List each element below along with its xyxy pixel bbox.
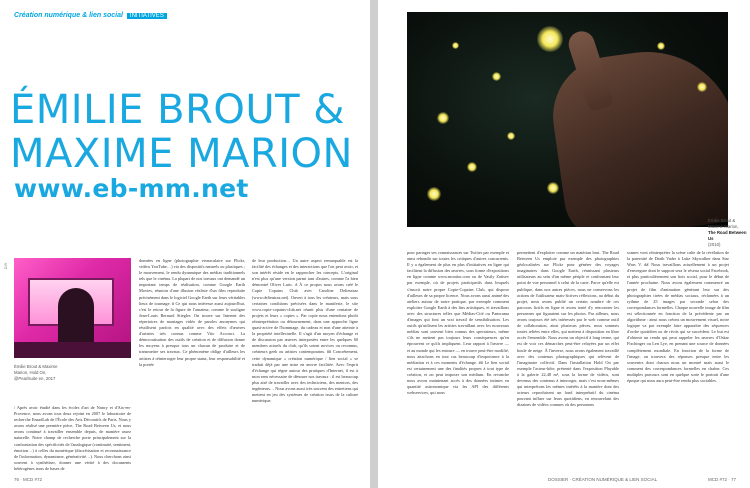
caption-artists: Émilie Brout & Maxime Marion, [708, 218, 739, 229]
photo-light [507, 132, 515, 140]
rubric-tag: INITIATIVES [127, 13, 167, 19]
column-4-text: pour partager ses connaissances sur Twitter par exemple et ainsi rebondir sur toutes les critiques d'autres concurrents. Il y a également de plus en plus d'initiatives en ligne qui facilitent la diffusion des œuvres, sous forme d'expositions en ligne comme www.monitor.com ou de Vasily Zaitsev par exemple, où de projets participatifs dans lesquels s'inscrit notre propre Copie-Copains Club, qui dispose d'ailleurs de sa propre licence. Nous avons aussi animé des ateliers autour de notre pratique, par exemple comment exploiter Google Earth à des fins artistiques, et travaillons avec des structures telles que Médias-Cité ou Panorama d'images qui font un vrai travail de sensibilisation. Les outils qu'utilisent les artistes travaillant avec les nouveaux médias sont souvent bien connus des spectateurs, même s'ils ne mettent pas toujours leurs conséquences qu'en éprouvent ce qu'ils impliquent. Leur rapport à l'œuvre — et au monde qui les entoure — en trouve peut-être modifié, nous attachons en tout cas beaucoup d'importance à la médiation et à ces moments d'échange. ## Le lien social est certainement une des finalités propres à tout type de création, et on peut imposer son médium. En revanche nous avons maintenant accès à des données intimes en quantité astronomique via les API des différents webservices, qui nous [407, 250, 509, 396]
column-5 [517, 250, 619, 472]
page-folio-right: MCD #72 · 77 [707, 477, 736, 482]
right-page [378, 0, 750, 488]
photo-light [452, 42, 459, 49]
page-folio-left: 76 · MCD #72 [14, 477, 43, 482]
photo-light [657, 42, 665, 50]
column-5-text: permettent d'exploiter comme un matériau brut. The Road Between Us emploie par exemple des photographies géolocalisées sur Flickr pour générer des voyages imaginaires dans Google Earth, réunissant plusieurs utilisateurs au sein d'un même périple et confrontant leur point de vue personnel à celui de la carte. Parce qu'elle est publique, dans nos autres pièces, nous ne conservons les actions de l'utilisateur mais-fictives réflexions, au début du projet, nous avons publié un certain nombre de ces parcours fictifs en ligne et avons tenté d'y rencontrer les personnes qui figuraient sur les photos. Par ailleurs, nous avons toujours été très intéressés par le web comme outil de collaboration, ainsi plusieurs pièces, nous sommes toutes reliées entre elles, qui mettent à disposition en libre accès l'ensemble. Nous avons un objectif à long terme, qui est de voir ces démarches peut-être relayées par un effet boule de neige. À l'inverse, nous avons également travaillé avec des contenus photographiques qui relèvent de l'imaginaire collectif. Dans l'installation Hold On par exemple l'acteur-hôte, présenté dans l'exposition Playable à la galerie 22,48 m², sous la forme de vidéos, sont devenus des contenus à interroger, mais c'est nous-mêmes qui interprétons les mêmes intérêts à la manière dont des acteurs reproduisent un fond interprétatif du cinéma pouvant influer sur leurs quotidiens, en renouvelant des dizaines de vidéos connues où des personnes [517, 250, 619, 408]
website-url[interactable]: www.eb-mm.net [14, 174, 249, 203]
article-title [10, 88, 353, 176]
column-2-text: données en ligne (photographie vernaculaire sur Flickr, vidéos YouTube…) via des dispositifs naturels ou plastiques ; le mouvement, le rendu dynamique des médias traditionnels tels que le cinéma. La plupart de nos travaux ont demandé un important temps de réalisation, comme Google Earth Movies, réunion d'une illusion réaliste d'un film reproduite précisément dans le logiciel Google Earth sur leurs véritables lieux de tournage. # Ce qui nous intéresse aussi aujourd'hui, c'est le retour de la figure de l'amateur, comme le souligne Jean-Louis Bernard Stiegler. On trouve sur Internet des répertoires de montages vidéo de paroles anonymes qui réutilisent parfois en qualité avec des effets d'œuvres d'artistes très connus comme Vito Acconci. La démocratisation des outils de création et de diffusion donne les moyens à presque tous un chacun de produire et de transmettre ses travaux. Ce phénomène oblige d'ailleurs les artistes à réinterroger leur propre statut, leur responsabilité et la portée [139, 258, 245, 367]
rubric-label: Création numérique & lien social [14, 12, 123, 19]
caption-year: (2010) [708, 242, 721, 247]
fireflies-photo [407, 12, 728, 227]
column-1 [14, 405, 131, 473]
column-2 [139, 258, 245, 476]
column-6 [627, 250, 729, 472]
photo-light [547, 182, 559, 194]
left-page [0, 0, 370, 488]
column-4 [407, 250, 509, 472]
caption-work-title: The Road Between Us [708, 230, 747, 241]
page-gutter [370, 0, 378, 488]
column-1-text: / Après avoir étudié dans les écoles d'art de Nancy et d'Aix-en-Provence, nous avons tous deux rejoint en 2007 le laboratoire de recherche EnsadLab de l'École des Arts Décoratifs de Paris. Nous y avons réalisé une première pièce, The Road Between Us, et nous avons continué à travailler ensemble depuis, de manière assez naturelle. Notre champ de recherche porte principalement sur la confrontation des spécificités de l'analogique (continuité, sentiment, émotion…) à celles du numérique (discrétisation et reconnaissance de l'information, dynamisme, générativité…). Nous cherchons ainsi souvent à synthétiser, donner une vérité à des documents hétérogènes issus de bases de [14, 405, 131, 471]
photo-light [697, 82, 707, 92]
photo-light [467, 162, 477, 172]
photo-light [427, 187, 441, 201]
photo-credit: D.R. [4, 262, 8, 269]
column-3-text: de leur production… Un autre aspect remarquable est la facilité des échanges et des interactions que l'on peut avoir, et son intérêt réside en le rapprocher les concepts. L'original n'est plus qu'une version parmi tant d'autres, comme l'a bien démontré Oliver Laric. # À ce propos nous avons créé le Copie Copains Club avec Caroline Delieutraz (www.delieutraz.net). Ouvert à tous les créateurs, mais sous certaines conditions précisées dans le manifeste, le site www.copie-copains-club.net réunit plus d'une centaine de projets et leurs « copies ». Par copie nous entendons plutôt réinterprétation ou détournement, dans une approche ligne quasi-active de l'hommage, du cadeau et non d'une atteinte à la propriété intellectuelle. Il s'agit d'un moyen d'échange et de discussion par œuvres interposées entre les quelques 60 membres actuels du club, qu'ils soient novices ou reconnus, créateurs geek ou artistes contemporains. ## Concrètement, cette dynamique « création numérique / lien social » se traduit déjà par une mise en œuvre facilitée. Avec l'esprit d'échange qui règne autour des pratiques d'Internet, il est à mon sens nécessaire de dénouer nos travaux : il est beaucoup plus aisé de travailler avec des techniciens, des mentors, des ingénieurs… Nous avons aussi très souvent des entretiens qui mettent en jeu des systèmes de création issus de la culture numérique. [252, 258, 358, 404]
column-6-text: sonnes vont réinterpréter la scène culte de la révélation de la paternité de Darth Vader à Luke Skywalker dans Star Wars V. ## Nous travaillons actuellement à un projet d'envergure dont le support sera le réseau social Facebook, et plus particulièrement son bois social, pour le début de l'année prochaine. Nous avons également commencé un projet de film d'animation générant leur sur des photographies tirées de médias sociaux, réclamées à un rythme de 25 images par seconde selon des correspondances formelles. Chaque nouvelle image de film est sélectionnée en fonction de la précédente par un algorithme : ainsi nous créons un mouvement visuel, notre logique va par exemple faire apparaître des séquences d'ordre quotidien ou de récits qui se succèdent. Le but est d'obtenir un rendu qui peut rappeler les œuvres d'Oskar Fischinger ou Len Lye, en prenant une source de données complètement mondiale. En fonction de la forme de l'image, on trouvera des réponses presque entre les souvenirs dont chacun nous un montré mais aussi le comment des correspondances formelles en chaîne. Ces multiples parcours sont en quelque sorte le portrait d'une époque qui nous aura peut-être rendu plus sociables. [627, 250, 729, 383]
photo-caption: Émilie Brout & Maxime Marion, Hold On, @Pearlsuite en, 2017 [14, 364, 58, 381]
photo-caption-right [708, 218, 748, 248]
section-rubric [14, 12, 167, 19]
installation-photo [14, 258, 131, 358]
folio-section-label: DOSSIER · CRÉATION NUMÉRIQUE & LIEN SOCIAL [548, 477, 658, 482]
column-3 [252, 258, 358, 476]
photo-hand [545, 40, 728, 227]
photo-desk [14, 342, 131, 358]
title-line-1: ÉMILIE BROUT & [10, 87, 345, 133]
title-line-2: MAXIME MARION [10, 131, 353, 177]
photo-light [492, 72, 501, 81]
photo-light [437, 112, 449, 124]
photo-light [537, 26, 563, 52]
